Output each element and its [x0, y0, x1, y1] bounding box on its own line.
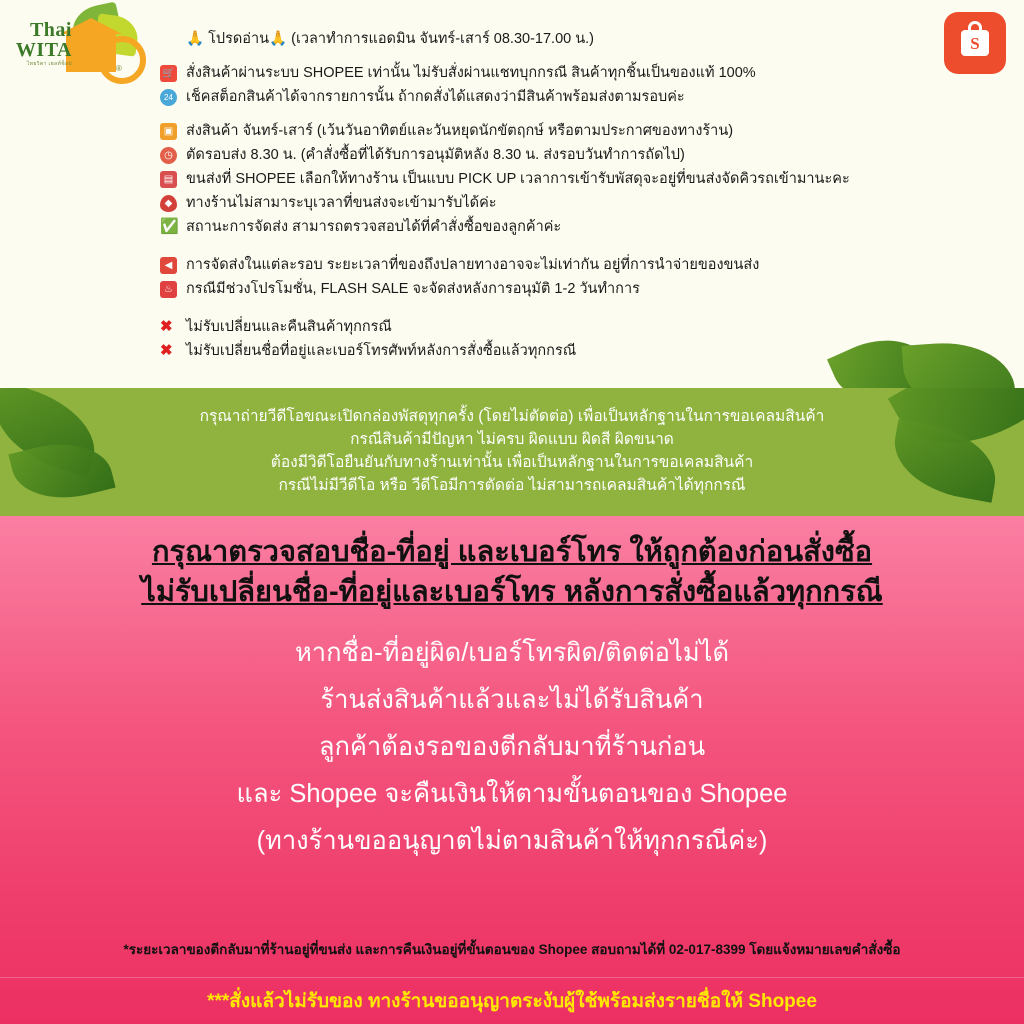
brand-line-2: WITA — [15, 39, 72, 61]
policy-row — [160, 216, 1000, 239]
policy-row — [160, 86, 1000, 109]
video-proof-line: ต้องมีวิดีโอยืนยันกับทางร้านเท่านั้น เพื่อเป็นหลักฐานในการขอเคลมสินค้า — [270, 454, 754, 471]
policy-row-text: ทางร้านไม่สามาระบุเวลาที่ขนส่งจะเข้ามารับได้ค่ะ — [186, 195, 497, 211]
box-icon: ▣ — [160, 120, 186, 142]
video-proof-line: กรุณาถ่ายวีดีโอขณะเปิดกล่องพัสดุทุกครั้ง (โดยไม่ตัดต่อ) เพื่อเป็นหลักฐานในการขอเคลมสินค้า — [199, 408, 825, 425]
megaphone-icon: ◀ — [160, 254, 186, 276]
logo-ring-icon — [98, 36, 146, 84]
warning-body — [0, 630, 1024, 865]
warning-body-line: ลูกค้าต้องรอของตีกลับมาที่ร้านก่อน — [318, 733, 706, 761]
cart-icon: 🛒 — [160, 62, 186, 84]
policy-row — [160, 144, 1000, 167]
brand-wordmark — [10, 20, 72, 67]
video-proof-line: กรณีไม่มีวีดีโอ หรือ วีดีโอมีการตัดต่อ ไม่สามารถเคลมสินค้าได้ทุกกรณี — [278, 477, 746, 494]
address-warning-section — [0, 516, 1024, 1024]
pin-icon: ◆ — [160, 192, 186, 214]
policy-row — [160, 316, 1000, 339]
warning-body-line: หากชื่อ-ที่อยู่ผิด/เบอร์โทรผิด/ติดต่อไม่ได้ — [294, 639, 730, 667]
policy-row-text: 🙏 โปรดอ่าน🙏 (เวลาทำการแอดมิน จันทร์-เสาร์ 08.30-17.00 น.) — [186, 31, 595, 47]
policy-row — [160, 168, 1000, 191]
warning-heading: กรุณาตรวจสอบชื่อ-ที่อยู่ และเบอร์โทร ให้ถูกต้องก่อนสั่งซื้อ — [151, 536, 873, 568]
policy-row-text: สั่งสินค้าผ่านระบบ SHOPEE เท่านั้น ไม่รับสั่งผ่านแชทบุกกรณี สินค้าทุกชิ้นเป็นของแท้ 100% — [186, 65, 756, 81]
brand-line-1: Thai — [29, 19, 72, 41]
video-proof-section — [0, 388, 1024, 516]
warning-headings — [0, 516, 1024, 612]
warning-body-line: และ Shopee จะคืนเงินให้ตามขั้นตอนของ Shopee — [236, 780, 788, 808]
truck-icon: ▤ — [160, 168, 186, 190]
video-proof-text — [0, 388, 1024, 497]
warning-body-line: ร้านส่งสินค้าแล้วและไม่ได้รับสินค้า — [320, 686, 704, 714]
policy-row — [160, 62, 1000, 85]
policy-row — [160, 254, 1000, 277]
policy-row — [160, 278, 1000, 301]
warning-heading: ไม่รับเปลี่ยนชื่อ-ที่อยู่และเบอร์โทร หลังการสั่งซื้อแล้วทุกกรณี — [141, 576, 883, 608]
registered-mark: ® — [116, 64, 122, 73]
policy-row-text: ไม่รับเปลี่ยนและคืนสินค้าทุกกรณี — [186, 319, 392, 335]
footer-warning: ***สั่งแล้วไม่รับของ ทางร้านขออนุญาตระงับผู้ใช้พร้อมส่งรายชื่อให้ Shopee — [207, 991, 817, 1012]
check-icon: ✅ — [160, 218, 179, 235]
policy-top-section — [0, 0, 1024, 388]
policy-row-text: กรณีมีช่วงโปรโมชั่น, FLASH SALE จะจัดส่งหลังการอนุมัติ 1-2 วันทำการ — [186, 281, 640, 297]
policy-row-text: เช็คสต็อกสินค้าได้จากรายการนั้น ถ้ากดสั่งได้แสดงว่ามีสินค้าพร้อมส่งตามรอบค่ะ — [186, 89, 685, 105]
clock-icon: ◷ — [160, 144, 186, 166]
policy-row — [160, 28, 1000, 51]
policy-row-text: ขนส่งที่ SHOPEE เลือกให้ทางร้าน เป็นแบบ PICK UP เวลาการเข้ารับพัสดุจะอยู่ที่ขนส่งจัดคิวรถเข้ามานะคะ — [186, 171, 850, 187]
shopee-letter: S — [970, 34, 980, 53]
brand-tagline: ไทยวิตา เฮลท์ช็อป — [26, 61, 72, 67]
policy-row-text: ส่งสินค้า จันทร์-เสาร์ (เว้นวันอาทิตย์และวันหยุดนักขัตฤกษ์ หรือตามประกาศของทางร้าน) — [186, 123, 734, 139]
contact-note: *ระยะเวลาของตีกลับมาที่ร้านอยู่ที่ขนส่ง และการคืนเงินอยู่ที่ขั้นตอนของ Shopee สอบถามได้ที่ 02-017-8399 โดยแจ้งหมายเลขคำสั่งซื้อ — [123, 942, 901, 957]
policy-row — [160, 192, 1000, 215]
policy-row-text: การจัดส่งในแต่ละรอบ ระยะเวลาที่ของถึงปลายทางอาจจะไม่เท่ากัน อยู่ที่การนำจ่ายของขนส่ง — [186, 257, 760, 273]
policy-list — [160, 28, 1000, 364]
24h-icon: 24 — [160, 86, 186, 108]
policy-row-text: สถานะการจัดส่ง สามารถตรวจสอบได้ที่คำสั่งซื้อของลูกค้าค่ะ — [186, 219, 562, 235]
policy-row-text: ไม่รับเปลี่ยนชื่อที่อยู่และเบอร์โทรศัพท์หลังการสั่งซื้อแล้วทุกกรณี — [186, 343, 577, 359]
footer-divider — [0, 977, 1024, 978]
policy-row — [160, 120, 1000, 143]
x-icon: ✖ — [160, 342, 173, 359]
video-proof-line: กรณีสินค้ามีปัญหา ไม่ครบ ผิดแบบ ผิดสี ผิดขนาด — [350, 431, 674, 448]
policy-row-text: ตัดรอบส่ง 8.30 น. (คำสั่งซื้อที่ได้รับการอนุมัติหลัง 8.30 น. ส่งรอบวันทำการถัดไป) — [186, 147, 685, 163]
x-icon: ✖ — [160, 318, 173, 335]
fire-icon: ♨ — [160, 278, 186, 300]
warning-body-line: (ทางร้านขออนุญาตไม่ตามสินค้าให้ทุกกรณีค่ะ) — [256, 827, 768, 855]
